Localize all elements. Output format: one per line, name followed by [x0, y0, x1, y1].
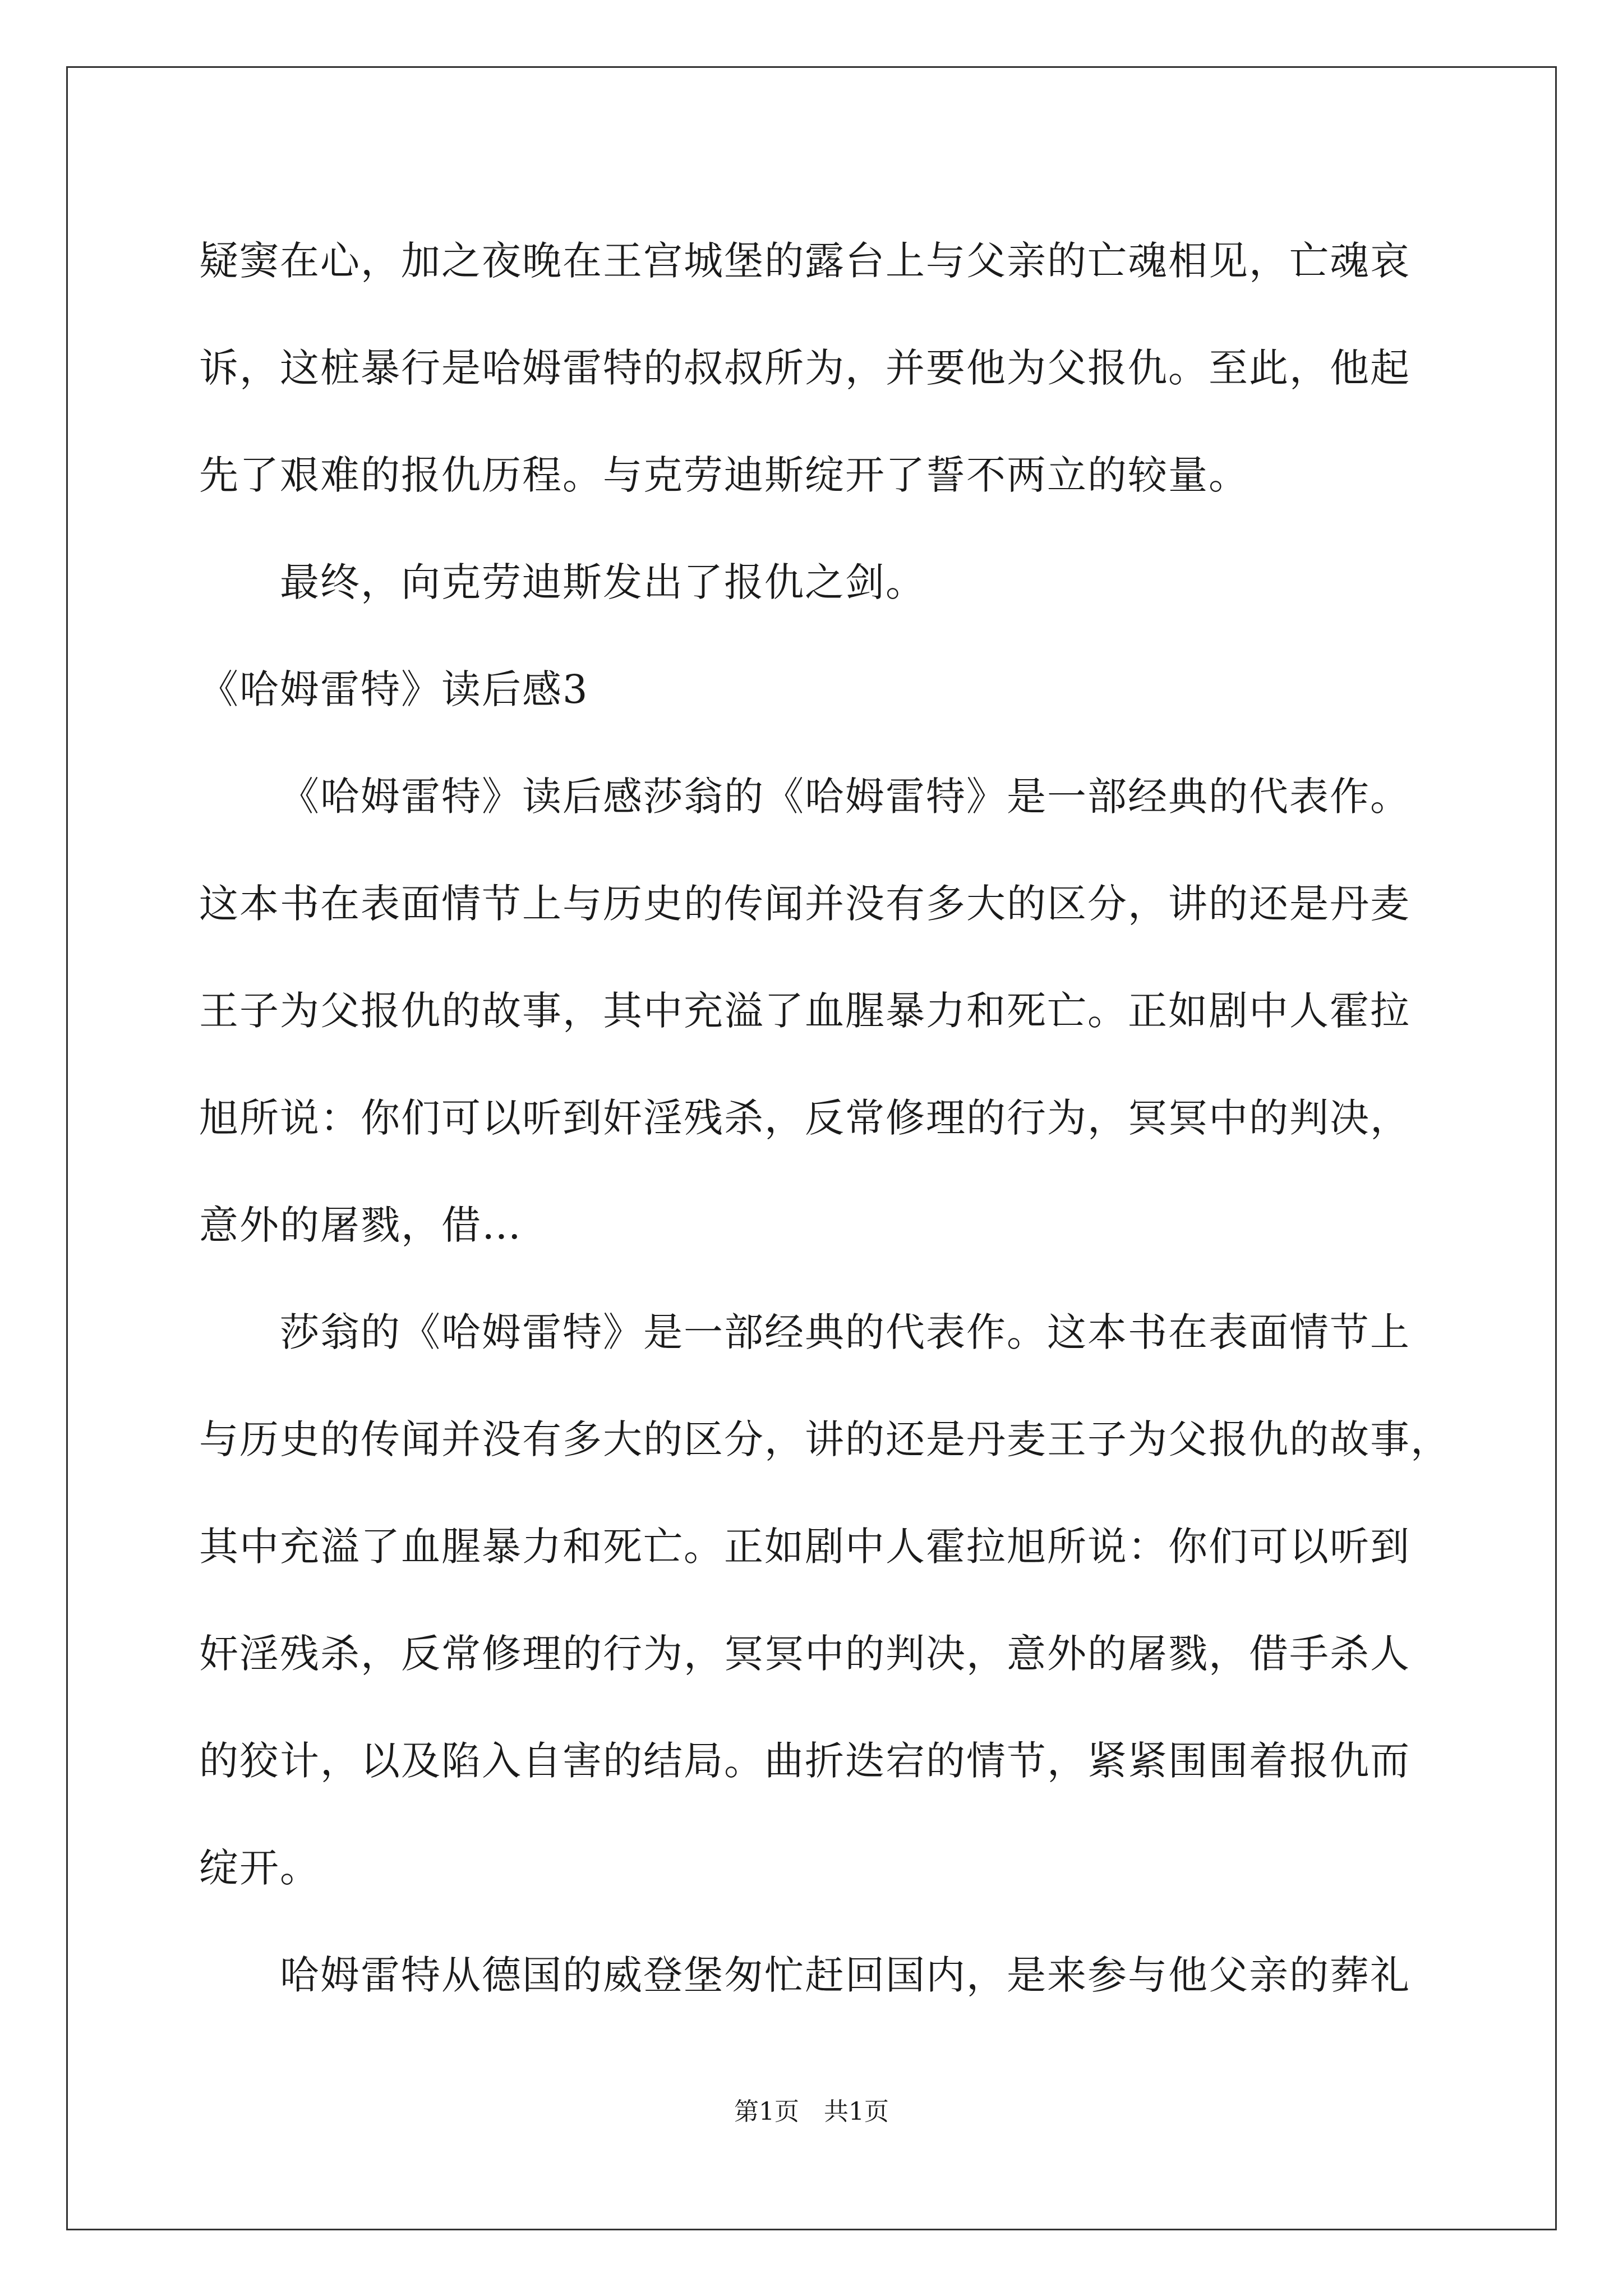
text-line: 哈姆雷特从德国的威登堡匆忙赶回国内，是来参与他父亲的葬礼: [280, 1952, 1410, 1998]
text-line: 其中充溢了血腥暴力和死亡。正如剧中人霍拉旭所说：你们可以听到: [199, 1524, 1410, 1570]
text-line: 奸淫残杀，反常修理的行为，冥冥中的判决，意外的屠戮，借手杀人: [199, 1631, 1410, 1677]
text-line: 《哈姆雷特》读后感莎翁的《哈姆雷特》是一部经典的代表作。: [280, 774, 1410, 820]
section-heading: 《哈姆雷特》读后感3: [199, 666, 589, 712]
page-number-footer: 第1页 共1页: [734, 2097, 889, 2126]
text-line: 这本书在表面情节上与历史的传闻并没有多大的区分，讲的还是丹麦: [199, 881, 1410, 927]
text-line: 意外的屠戮，借…: [199, 1202, 522, 1248]
text-line: 莎翁的《哈姆雷特》是一部经典的代表作。这本书在表面情节上: [280, 1309, 1410, 1355]
text-line: 旭所说：你们可以听到奸淫残杀，反常修理的行为，冥冥中的判决，: [199, 1095, 1410, 1141]
text-line: 绽开。: [199, 1845, 320, 1891]
text-line: 先了艰难的报仇历程。与克劳迪斯绽开了誓不两立的较量。: [199, 452, 1249, 498]
text-line: 疑窦在心，加之夜晚在王宫城堡的露台上与父亲的亡魂相见，亡魂哀: [199, 238, 1410, 284]
text-line: 与历史的传闻并没有多大的区分，讲的还是丹麦王子为父报仇的故事，: [199, 1416, 1451, 1462]
text-line: 诉，这桩暴行是哈姆雷特的叔叔所为，并要他为父报仇。至此，他起: [199, 345, 1410, 391]
document-body: [199, 208, 1451, 2029]
text-line: 王子为父报仇的故事，其中充溢了血腥暴力和死亡。正如剧中人霍拉: [199, 988, 1410, 1034]
text-line: 最终，向克劳迪斯发出了报仇之剑。: [280, 559, 926, 605]
text-line: 的狡计，以及陷入自害的结局。曲折迭宕的情节，紧紧围围着报仇而: [199, 1738, 1410, 1784]
